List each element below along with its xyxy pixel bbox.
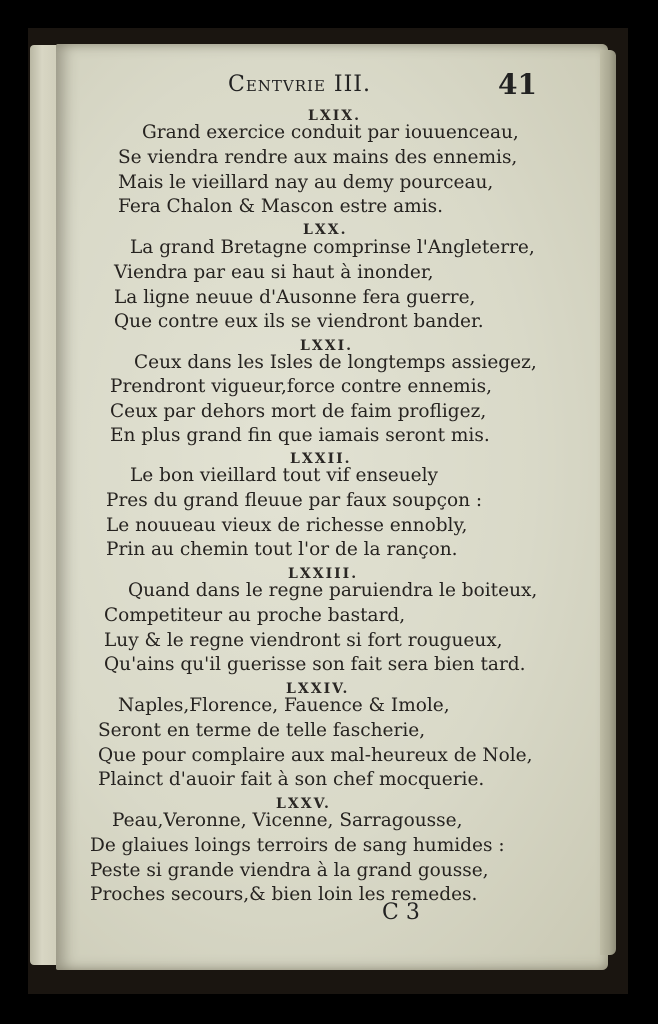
signature-mark: C 3 <box>382 900 420 925</box>
verse-line: Quand dans le regne paruiendra le boiteux, <box>128 580 538 601</box>
quatrain-numeral: LXXV. <box>276 796 331 812</box>
verse-line: Viendra par eau si haut à inonder, <box>114 262 434 283</box>
verse-line: Grand exercice conduit par iouuenceau, <box>142 122 519 143</box>
verse-line: Se viendra rendre aux mains des ennemis, <box>118 147 518 168</box>
verse-line: Pres du grand fleuue par faux soupçon : <box>106 490 483 511</box>
quatrain-numeral: LXXI. <box>300 338 353 354</box>
verse-line: Le nouueau vieux de richesse ennobly, <box>106 515 468 536</box>
verse-line: Mais le vieillard nay au demy pourceau, <box>118 172 494 193</box>
verse-line: Fera Chalon & Mascon estre amis. <box>118 196 443 217</box>
verse-line: Proches secours,& bien loin les remedes. <box>90 884 478 905</box>
verse-line: Seront en terme de telle fascherie, <box>98 720 426 741</box>
verse-line: Qu'ains qu'il guerisse son fait sera bien tard. <box>104 654 526 675</box>
verse-line: Naples,Florence, Fauence & Imole, <box>118 695 450 716</box>
quatrain-numeral: LXX. <box>303 222 348 238</box>
verse-line: Que contre eux ils se viendront bander. <box>114 311 484 332</box>
verse-line: Ceux dans les Isles de longtemps assiegez, <box>134 352 537 373</box>
quatrain-numeral: LXIX. <box>308 108 361 124</box>
page-fore-edge <box>600 50 616 955</box>
verse-line: Prendront vigueur,force contre ennemis, <box>110 376 492 397</box>
running-title: Centvrie III. <box>228 72 371 97</box>
verse-line: Competiteur au proche bastard, <box>104 605 406 626</box>
verse-line: Prin au chemin tout l'or de la rançon. <box>106 539 458 560</box>
verse-line: Peste si grande viendra à la grand gousse, <box>90 860 489 881</box>
quatrain-numeral: LXXII. <box>290 451 352 467</box>
verse-line: Que pour complaire aux mal-heureux de Nole, <box>98 745 533 766</box>
verse-line: Peau,Veronne, Vicenne, Sarragousse, <box>112 810 463 831</box>
verse-line: Plainct d'auoir fait à son chef mocquerie. <box>98 769 485 790</box>
verse-line: Le bon vieillard tout vif enseuely <box>130 465 438 486</box>
verse-line: En plus grand fin que iamais seront mis. <box>110 425 490 446</box>
quatrain-numeral: LXXIII. <box>288 566 359 582</box>
verse-line: La grand Bretagne comprinse l'Angleterre, <box>130 237 535 258</box>
verse-line: De glaiues loings terroirs de sang humides : <box>90 835 505 856</box>
verse-line: Luy & le regne viendront si fort rougueux, <box>104 630 503 651</box>
verse-line: La ligne neuue d'Ausonne fera guerre, <box>114 287 476 308</box>
page-number: 41 <box>498 68 537 101</box>
quatrain-numeral: LXXIV. <box>286 681 350 697</box>
verse-line: Ceux par dehors mort de faim profligez, <box>110 401 487 422</box>
page-header <box>0 68 658 108</box>
